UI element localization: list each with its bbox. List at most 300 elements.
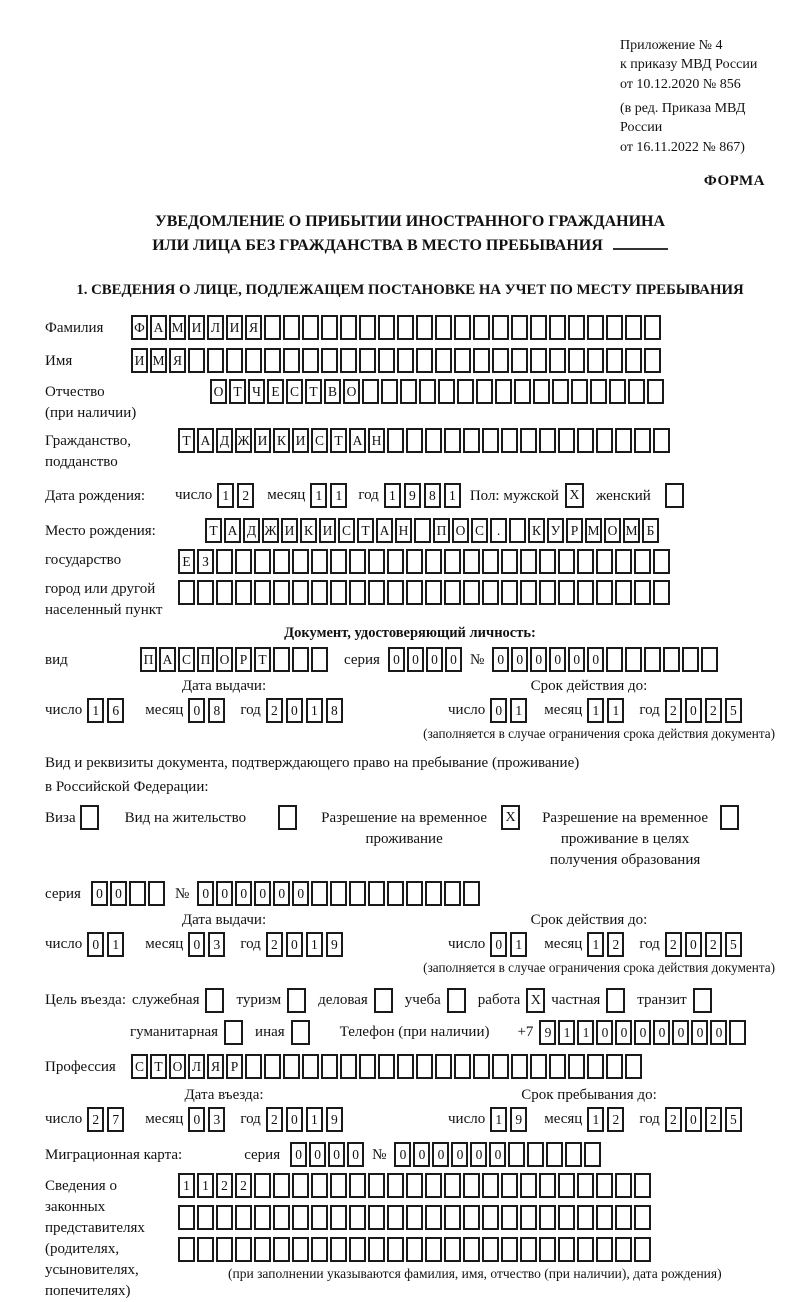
char-cell[interactable]: [148, 881, 165, 906]
char-cell[interactable]: 0: [216, 881, 233, 906]
char-cell[interactable]: [235, 1237, 252, 1262]
char-cell[interactable]: [501, 428, 518, 453]
char-cell[interactable]: [590, 379, 607, 404]
char-cell[interactable]: [378, 315, 395, 340]
char-cell[interactable]: [216, 580, 233, 605]
char-cell[interactable]: [311, 881, 328, 906]
char-cell[interactable]: [387, 1237, 404, 1262]
char-cell[interactable]: 0: [309, 1142, 326, 1167]
char-cell[interactable]: [530, 315, 547, 340]
char-cell[interactable]: [349, 1237, 366, 1262]
char-cell[interactable]: 0: [413, 1142, 430, 1167]
char-cell[interactable]: 0: [587, 647, 604, 672]
char-cell[interactable]: [539, 580, 556, 605]
char-cell[interactable]: А: [197, 428, 214, 453]
char-cell[interactable]: [435, 348, 452, 373]
char-cell[interactable]: [577, 549, 594, 574]
char-cell[interactable]: [596, 1173, 613, 1198]
char-cell[interactable]: И: [281, 518, 298, 543]
char-cell[interactable]: [615, 1237, 632, 1262]
char-cell[interactable]: [454, 1054, 471, 1079]
char-cell[interactable]: [359, 348, 376, 373]
char-cell[interactable]: [273, 1173, 290, 1198]
char-cell[interactable]: [254, 549, 271, 574]
char-cell[interactable]: [273, 549, 290, 574]
char-cell[interactable]: [634, 1237, 651, 1262]
char-cell[interactable]: [495, 379, 512, 404]
char-cell[interactable]: 0: [470, 1142, 487, 1167]
char-cell[interactable]: 0: [685, 698, 702, 723]
char-cell[interactable]: 0: [511, 647, 528, 672]
char-cell[interactable]: [596, 580, 613, 605]
char-cell[interactable]: [406, 428, 423, 453]
char-cell[interactable]: Д: [243, 518, 260, 543]
char-cell[interactable]: Н: [395, 518, 412, 543]
char-cell[interactable]: [292, 1237, 309, 1262]
char-cell[interactable]: Т: [305, 379, 322, 404]
char-cell[interactable]: Ж: [235, 428, 252, 453]
char-cell[interactable]: [492, 315, 509, 340]
char-cell[interactable]: 2: [705, 698, 722, 723]
char-cell[interactable]: [397, 348, 414, 373]
char-cell[interactable]: [321, 315, 338, 340]
char-cell[interactable]: [492, 1054, 509, 1079]
purpose-official-checkbox[interactable]: [205, 988, 224, 1013]
purpose-study-checkbox[interactable]: [447, 988, 466, 1013]
char-cell[interactable]: [368, 1173, 385, 1198]
char-cell[interactable]: Т: [254, 647, 271, 672]
char-cell[interactable]: [463, 580, 480, 605]
char-cell[interactable]: М: [585, 518, 602, 543]
char-cell[interactable]: 0: [653, 1020, 670, 1045]
char-cell[interactable]: [549, 348, 566, 373]
char-cell[interactable]: [254, 580, 271, 605]
char-cell[interactable]: [264, 348, 281, 373]
purpose-business-checkbox[interactable]: [374, 988, 393, 1013]
char-cell[interactable]: А: [150, 315, 167, 340]
temp-residence-checkbox[interactable]: X: [501, 805, 520, 830]
char-cell[interactable]: 1: [510, 698, 527, 723]
char-cell[interactable]: [178, 1237, 195, 1262]
char-cell[interactable]: [444, 428, 461, 453]
char-cell[interactable]: [359, 315, 376, 340]
visa-checkbox[interactable]: [80, 805, 99, 830]
char-cell[interactable]: [387, 428, 404, 453]
char-cell[interactable]: 0: [328, 1142, 345, 1167]
char-cell[interactable]: [425, 428, 442, 453]
char-cell[interactable]: Т: [330, 428, 347, 453]
char-cell[interactable]: О: [210, 379, 227, 404]
char-cell[interactable]: [254, 1237, 271, 1262]
char-cell[interactable]: 1: [217, 483, 234, 508]
char-cell[interactable]: Ч: [248, 379, 265, 404]
char-cell[interactable]: 0: [615, 1020, 632, 1045]
char-cell[interactable]: [387, 549, 404, 574]
char-cell[interactable]: 2: [266, 932, 283, 957]
char-cell[interactable]: 0: [87, 932, 104, 957]
char-cell[interactable]: [330, 580, 347, 605]
char-cell[interactable]: [245, 1054, 262, 1079]
char-cell[interactable]: 0: [407, 647, 424, 672]
char-cell[interactable]: [330, 549, 347, 574]
char-cell[interactable]: [207, 348, 224, 373]
char-cell[interactable]: М: [623, 518, 640, 543]
char-cell[interactable]: [729, 1020, 746, 1045]
char-cell[interactable]: [425, 580, 442, 605]
char-cell[interactable]: [482, 1173, 499, 1198]
char-cell[interactable]: [558, 428, 575, 453]
char-cell[interactable]: [501, 580, 518, 605]
char-cell[interactable]: [558, 580, 575, 605]
char-cell[interactable]: [454, 315, 471, 340]
char-cell[interactable]: 1: [587, 932, 604, 957]
char-cell[interactable]: 0: [451, 1142, 468, 1167]
char-cell[interactable]: [349, 1205, 366, 1230]
char-cell[interactable]: 1: [197, 1173, 214, 1198]
char-cell[interactable]: [406, 1173, 423, 1198]
char-cell[interactable]: 6: [107, 698, 124, 723]
purpose-transit-checkbox[interactable]: [693, 988, 712, 1013]
char-cell[interactable]: [311, 647, 328, 672]
char-cell[interactable]: [378, 348, 395, 373]
char-cell[interactable]: [330, 1237, 347, 1262]
char-cell[interactable]: 1: [306, 1107, 323, 1132]
char-cell[interactable]: [406, 580, 423, 605]
char-cell[interactable]: [539, 1205, 556, 1230]
char-cell[interactable]: [463, 1205, 480, 1230]
char-cell[interactable]: 0: [188, 932, 205, 957]
char-cell[interactable]: К: [528, 518, 545, 543]
char-cell[interactable]: 2: [607, 932, 624, 957]
char-cell[interactable]: [425, 1173, 442, 1198]
char-cell[interactable]: 2: [665, 932, 682, 957]
char-cell[interactable]: [254, 1205, 271, 1230]
char-cell[interactable]: [340, 315, 357, 340]
char-cell[interactable]: [615, 580, 632, 605]
char-cell[interactable]: О: [216, 647, 233, 672]
char-cell[interactable]: 1: [107, 932, 124, 957]
char-cell[interactable]: [644, 315, 661, 340]
char-cell[interactable]: 2: [266, 1107, 283, 1132]
char-cell[interactable]: [508, 1142, 525, 1167]
char-cell[interactable]: 0: [292, 881, 309, 906]
char-cell[interactable]: [644, 647, 661, 672]
char-cell[interactable]: 5: [725, 698, 742, 723]
char-cell[interactable]: [565, 1142, 582, 1167]
char-cell[interactable]: О: [169, 1054, 186, 1079]
char-cell[interactable]: [264, 315, 281, 340]
char-cell[interactable]: [273, 580, 290, 605]
char-cell[interactable]: [609, 379, 626, 404]
char-cell[interactable]: [368, 549, 385, 574]
char-cell[interactable]: 9: [404, 483, 421, 508]
char-cell[interactable]: [577, 1173, 594, 1198]
char-cell[interactable]: 2: [237, 483, 254, 508]
sex-male-checkbox[interactable]: X: [565, 483, 584, 508]
char-cell[interactable]: [482, 428, 499, 453]
char-cell[interactable]: [492, 348, 509, 373]
char-cell[interactable]: [292, 549, 309, 574]
char-cell[interactable]: [292, 1173, 309, 1198]
char-cell[interactable]: 1: [558, 1020, 575, 1045]
char-cell[interactable]: [311, 1173, 328, 1198]
char-cell[interactable]: [552, 379, 569, 404]
char-cell[interactable]: [546, 1142, 563, 1167]
char-cell[interactable]: [539, 428, 556, 453]
char-cell[interactable]: Т: [357, 518, 374, 543]
char-cell[interactable]: [435, 315, 452, 340]
char-cell[interactable]: [476, 379, 493, 404]
char-cell[interactable]: [549, 315, 566, 340]
char-cell[interactable]: С: [311, 428, 328, 453]
char-cell[interactable]: [197, 1237, 214, 1262]
char-cell[interactable]: [473, 315, 490, 340]
char-cell[interactable]: [362, 379, 379, 404]
char-cell[interactable]: Я: [169, 348, 186, 373]
char-cell[interactable]: [587, 1054, 604, 1079]
char-cell[interactable]: [226, 348, 243, 373]
char-cell[interactable]: 9: [326, 1107, 343, 1132]
char-cell[interactable]: [414, 518, 431, 543]
char-cell[interactable]: [530, 1054, 547, 1079]
char-cell[interactable]: [311, 1237, 328, 1262]
char-cell[interactable]: .: [490, 518, 507, 543]
char-cell[interactable]: Ф: [131, 315, 148, 340]
char-cell[interactable]: 0: [273, 881, 290, 906]
char-cell[interactable]: [444, 1205, 461, 1230]
char-cell[interactable]: [530, 348, 547, 373]
char-cell[interactable]: [596, 428, 613, 453]
char-cell[interactable]: 1: [607, 698, 624, 723]
char-cell[interactable]: [511, 1054, 528, 1079]
char-cell[interactable]: 0: [91, 881, 108, 906]
char-cell[interactable]: [340, 1054, 357, 1079]
char-cell[interactable]: [482, 549, 499, 574]
char-cell[interactable]: [457, 379, 474, 404]
char-cell[interactable]: З: [197, 549, 214, 574]
char-cell[interactable]: 0: [685, 1107, 702, 1132]
char-cell[interactable]: [444, 881, 461, 906]
char-cell[interactable]: [584, 1142, 601, 1167]
char-cell[interactable]: 0: [489, 1142, 506, 1167]
char-cell[interactable]: 5: [725, 1107, 742, 1132]
char-cell[interactable]: [368, 881, 385, 906]
char-cell[interactable]: А: [224, 518, 241, 543]
char-cell[interactable]: С: [178, 647, 195, 672]
char-cell[interactable]: [406, 881, 423, 906]
char-cell[interactable]: Я: [207, 1054, 224, 1079]
char-cell[interactable]: [568, 348, 585, 373]
char-cell[interactable]: [368, 1205, 385, 1230]
char-cell[interactable]: [509, 518, 526, 543]
char-cell[interactable]: [235, 1205, 252, 1230]
char-cell[interactable]: [653, 549, 670, 574]
char-cell[interactable]: 3: [208, 932, 225, 957]
char-cell[interactable]: 2: [665, 1107, 682, 1132]
char-cell[interactable]: [501, 549, 518, 574]
char-cell[interactable]: [387, 1205, 404, 1230]
char-cell[interactable]: [302, 348, 319, 373]
char-cell[interactable]: 1: [330, 483, 347, 508]
char-cell[interactable]: 0: [110, 881, 127, 906]
char-cell[interactable]: [359, 1054, 376, 1079]
char-cell[interactable]: [482, 1237, 499, 1262]
char-cell[interactable]: 0: [388, 647, 405, 672]
char-cell[interactable]: 0: [492, 647, 509, 672]
char-cell[interactable]: [178, 580, 195, 605]
temp-residence-edu-checkbox[interactable]: [720, 805, 739, 830]
char-cell[interactable]: [634, 1173, 651, 1198]
char-cell[interactable]: [539, 1237, 556, 1262]
char-cell[interactable]: [501, 1205, 518, 1230]
char-cell[interactable]: [558, 1237, 575, 1262]
char-cell[interactable]: [349, 549, 366, 574]
char-cell[interactable]: [416, 348, 433, 373]
char-cell[interactable]: 2: [216, 1173, 233, 1198]
char-cell[interactable]: [444, 580, 461, 605]
char-cell[interactable]: М: [150, 348, 167, 373]
char-cell[interactable]: [463, 428, 480, 453]
char-cell[interactable]: 0: [490, 698, 507, 723]
char-cell[interactable]: Е: [178, 549, 195, 574]
char-cell[interactable]: [321, 348, 338, 373]
char-cell[interactable]: [425, 549, 442, 574]
char-cell[interactable]: 2: [266, 698, 283, 723]
char-cell[interactable]: А: [376, 518, 393, 543]
char-cell[interactable]: Р: [226, 1054, 243, 1079]
char-cell[interactable]: В: [324, 379, 341, 404]
char-cell[interactable]: К: [273, 428, 290, 453]
char-cell[interactable]: [397, 1054, 414, 1079]
char-cell[interactable]: Т: [205, 518, 222, 543]
char-cell[interactable]: [188, 348, 205, 373]
char-cell[interactable]: С: [338, 518, 355, 543]
char-cell[interactable]: [520, 1205, 537, 1230]
char-cell[interactable]: У: [547, 518, 564, 543]
char-cell[interactable]: [577, 1205, 594, 1230]
char-cell[interactable]: [273, 1237, 290, 1262]
char-cell[interactable]: 0: [286, 932, 303, 957]
char-cell[interactable]: [634, 1205, 651, 1230]
char-cell[interactable]: [625, 315, 642, 340]
char-cell[interactable]: П: [140, 647, 157, 672]
char-cell[interactable]: 1: [310, 483, 327, 508]
char-cell[interactable]: [387, 881, 404, 906]
char-cell[interactable]: К: [300, 518, 317, 543]
char-cell[interactable]: [425, 1205, 442, 1230]
char-cell[interactable]: [444, 549, 461, 574]
char-cell[interactable]: [628, 379, 645, 404]
char-cell[interactable]: 1: [587, 698, 604, 723]
char-cell[interactable]: [625, 1054, 642, 1079]
char-cell[interactable]: 0: [347, 1142, 364, 1167]
char-cell[interactable]: [615, 549, 632, 574]
char-cell[interactable]: [292, 1205, 309, 1230]
char-cell[interactable]: 9: [326, 932, 343, 957]
char-cell[interactable]: [349, 580, 366, 605]
char-cell[interactable]: [292, 647, 309, 672]
char-cell[interactable]: [625, 348, 642, 373]
char-cell[interactable]: 0: [685, 932, 702, 957]
char-cell[interactable]: [634, 580, 651, 605]
purpose-other-checkbox[interactable]: [291, 1020, 310, 1045]
char-cell[interactable]: [577, 580, 594, 605]
char-cell[interactable]: [606, 647, 623, 672]
char-cell[interactable]: А: [159, 647, 176, 672]
char-cell[interactable]: [197, 1205, 214, 1230]
char-cell[interactable]: О: [604, 518, 621, 543]
char-cell[interactable]: [400, 379, 417, 404]
char-cell[interactable]: [292, 580, 309, 605]
char-cell[interactable]: [416, 315, 433, 340]
char-cell[interactable]: 8: [424, 483, 441, 508]
char-cell[interactable]: [330, 1205, 347, 1230]
char-cell[interactable]: 0: [445, 647, 462, 672]
char-cell[interactable]: 0: [530, 647, 547, 672]
char-cell[interactable]: [558, 549, 575, 574]
char-cell[interactable]: [463, 881, 480, 906]
char-cell[interactable]: [625, 647, 642, 672]
char-cell[interactable]: [615, 428, 632, 453]
char-cell[interactable]: [568, 315, 585, 340]
char-cell[interactable]: 0: [254, 881, 271, 906]
char-cell[interactable]: [644, 348, 661, 373]
char-cell[interactable]: [425, 881, 442, 906]
char-cell[interactable]: [444, 1237, 461, 1262]
char-cell[interactable]: 0: [634, 1020, 651, 1045]
char-cell[interactable]: [454, 348, 471, 373]
char-cell[interactable]: [463, 1173, 480, 1198]
char-cell[interactable]: [501, 1237, 518, 1262]
char-cell[interactable]: [340, 348, 357, 373]
char-cell[interactable]: [558, 1205, 575, 1230]
char-cell[interactable]: 8: [208, 698, 225, 723]
char-cell[interactable]: [587, 348, 604, 373]
char-cell[interactable]: [216, 1205, 233, 1230]
char-cell[interactable]: И: [254, 428, 271, 453]
char-cell[interactable]: [216, 1237, 233, 1262]
char-cell[interactable]: 0: [235, 881, 252, 906]
char-cell[interactable]: [577, 428, 594, 453]
char-cell[interactable]: [634, 549, 651, 574]
char-cell[interactable]: [283, 315, 300, 340]
char-cell[interactable]: [381, 379, 398, 404]
char-cell[interactable]: 2: [235, 1173, 252, 1198]
char-cell[interactable]: Л: [207, 315, 224, 340]
char-cell[interactable]: 1: [510, 932, 527, 957]
char-cell[interactable]: 2: [705, 932, 722, 957]
char-cell[interactable]: [514, 379, 531, 404]
char-cell[interactable]: [397, 315, 414, 340]
char-cell[interactable]: И: [226, 315, 243, 340]
char-cell[interactable]: [311, 549, 328, 574]
char-cell[interactable]: [254, 1173, 271, 1198]
char-cell[interactable]: [634, 428, 651, 453]
char-cell[interactable]: [406, 549, 423, 574]
char-cell[interactable]: 8: [326, 698, 343, 723]
char-cell[interactable]: [571, 379, 588, 404]
char-cell[interactable]: [416, 1054, 433, 1079]
char-cell[interactable]: [330, 881, 347, 906]
char-cell[interactable]: А: [349, 428, 366, 453]
char-cell[interactable]: 0: [710, 1020, 727, 1045]
char-cell[interactable]: [283, 1054, 300, 1079]
char-cell[interactable]: [539, 1173, 556, 1198]
purpose-humanitarian-checkbox[interactable]: [224, 1020, 243, 1045]
char-cell[interactable]: 9: [510, 1107, 527, 1132]
char-cell[interactable]: 0: [432, 1142, 449, 1167]
char-cell[interactable]: 3: [208, 1107, 225, 1132]
